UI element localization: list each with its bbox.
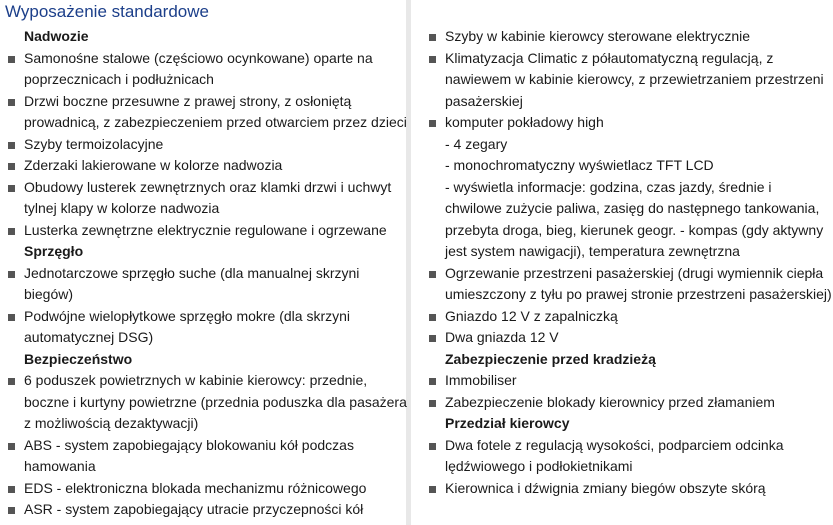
row-l5 xyxy=(24,134,404,156)
row-text: biegów) xyxy=(24,286,74,302)
left-column xyxy=(24,26,407,521)
row-l18 xyxy=(24,413,404,435)
row-text: Nadwozie xyxy=(24,28,89,44)
bullet-icon xyxy=(8,56,15,63)
row-r5 xyxy=(445,134,830,156)
row-l7 xyxy=(24,177,404,199)
row-text: Dwa gniazda 12 V xyxy=(445,329,559,345)
row-text: Gniazdo 12 V z zapalniczką xyxy=(445,307,618,324)
row-l20 xyxy=(24,456,404,478)
bullet-icon xyxy=(8,378,15,385)
row-text: - wyświetla informacje: godzina, czas jazdy, średnie i xyxy=(445,178,772,195)
row-text: Kierownica i dźwignia zmiany biegów obszyte skórą xyxy=(445,479,766,496)
row-text: poprzecznicach i podłużnicach xyxy=(24,71,214,87)
row-text: boczne i kurtyny powietrzne (przednia poduszka dla pasażera xyxy=(24,393,407,410)
row-text: chwilowe zużycie paliwa, zasięg do następnego tankowania, xyxy=(445,200,820,216)
row-text: Obudowy lusterek zewnętrznych oraz klamki drzwi i uchwyt xyxy=(24,178,392,195)
row-l12 xyxy=(24,284,404,306)
bullet-icon xyxy=(8,507,15,514)
row-text: Podwójne wielopłytkowe sprzęgło mokre (dla skrzyni xyxy=(24,307,351,324)
row-l16 xyxy=(24,370,404,392)
bullet-icon xyxy=(429,486,436,493)
row-text: Lusterka zewnętrzne elektrycznie regulowane i ogrzewane xyxy=(24,221,387,238)
row-text: Szyby termoizolacyjne xyxy=(24,135,164,152)
row-text: ABS - system zapobiegający blokowaniu kół podczas xyxy=(24,436,354,453)
row-r3 xyxy=(445,91,830,113)
row-text: Szyby w kabinie kierowcy sterowane elektrycznie xyxy=(445,28,751,44)
row-text: Bezpieczeństwo xyxy=(24,350,133,367)
right-column xyxy=(445,26,830,499)
bullet-icon xyxy=(8,228,15,235)
row-text: przebyta droga, bieg, kierunek geogr. - kompas (gdy aktywny xyxy=(445,221,824,238)
bullet-icon xyxy=(429,34,436,41)
row-l4 xyxy=(24,112,407,134)
row-text: nawiewem w kabinie kierowcy, z przewietrzaniem przestrzeni xyxy=(445,71,824,87)
row-text: Jednotarczowe sprzęgło suche (dla manualnej skrzyni xyxy=(24,264,360,281)
bullet-icon xyxy=(429,120,436,127)
row-r1 xyxy=(445,48,830,70)
row-text: umieszczony z tyłu po prawej stronie przestrzeni pasażerskiej) xyxy=(445,286,832,302)
bullet-icon xyxy=(429,56,436,63)
row-text: Zabezpieczenie przed kradzieżą xyxy=(445,350,656,367)
row-text: - 4 zegary xyxy=(445,135,508,152)
row-l17 xyxy=(24,392,407,414)
row-l6 xyxy=(24,155,404,177)
row-text: hamowania xyxy=(24,458,96,474)
row-text: pasażerskiej xyxy=(445,92,523,109)
bullet-icon xyxy=(8,486,15,493)
row-r15 xyxy=(445,349,830,371)
row-r21 xyxy=(445,478,830,500)
row-r9 xyxy=(445,220,830,242)
row-r13 xyxy=(445,306,830,328)
row-r16 xyxy=(445,370,830,392)
bullet-icon xyxy=(429,314,436,321)
row-l3 xyxy=(24,91,404,113)
row-l19 xyxy=(24,435,404,457)
row-text: EDS - elektroniczna blokada mechanizmu różnicowego xyxy=(24,479,367,496)
bullet-icon xyxy=(429,271,436,278)
row-text: lędźwiowego i podłokietnikami xyxy=(445,458,633,474)
row-r14 xyxy=(445,327,830,349)
row-text: Dwa fotele z regulacją wysokości, podparciem odcinka xyxy=(445,436,784,453)
row-text: Klimatyzacja Climatic z półautomatyczną regulacją, z xyxy=(445,49,774,66)
row-text: prowadnicą, z zabezpieczeniem przed otwarciem przez dzieci xyxy=(24,114,407,130)
row-r8 xyxy=(445,198,830,220)
row-r4 xyxy=(445,112,830,134)
row-r6 xyxy=(445,155,830,177)
row-l2 xyxy=(24,69,404,91)
row-l15 xyxy=(24,349,404,371)
row-r2 xyxy=(445,69,830,91)
row-r12 xyxy=(445,284,830,306)
row-l1 xyxy=(24,48,404,70)
row-r0 xyxy=(445,26,830,48)
bullet-icon xyxy=(8,163,15,170)
row-text: Immobiliser xyxy=(445,372,517,388)
row-text: ASR - system zapobiegający utracie przyczepności kół xyxy=(24,501,364,517)
bullet-icon xyxy=(8,443,15,450)
row-text: automatycznej DSG) xyxy=(24,329,154,345)
row-text: tylnej klapy w kolorze nadwozia xyxy=(24,200,220,216)
row-text: Zabezpieczenie blokady kierownicy przed złamaniem xyxy=(445,393,775,410)
bullet-icon xyxy=(429,400,436,407)
row-r7 xyxy=(445,177,830,199)
row-r10 xyxy=(445,241,830,263)
row-text: Sprzęgło xyxy=(24,243,84,259)
bullet-icon xyxy=(429,443,436,450)
row-l9 xyxy=(24,220,404,242)
row-l14 xyxy=(24,327,404,349)
row-l11 xyxy=(24,263,404,285)
row-r17 xyxy=(445,392,830,414)
row-r18 xyxy=(445,413,830,435)
bullet-icon xyxy=(429,335,436,342)
row-text: z możliwością dezaktywacji) xyxy=(24,415,199,431)
row-l8 xyxy=(24,198,404,220)
row-text: Drzwi boczne przesuwne z prawej strony, z osłoniętą xyxy=(24,92,352,109)
column-divider xyxy=(406,0,411,525)
row-r19 xyxy=(445,435,830,457)
row-r11 xyxy=(445,263,830,285)
row-text: komputer pokładowy high xyxy=(445,114,604,130)
row-l13 xyxy=(24,306,404,328)
bullet-icon xyxy=(8,314,15,321)
row-l22 xyxy=(24,499,404,521)
page-title: Wyposażenie standardowe xyxy=(5,2,209,21)
row-l0 xyxy=(24,26,404,48)
row-text: Samonośne stalowe (częściowo ocynkowane) oparte na xyxy=(24,49,373,66)
bullet-icon xyxy=(8,99,15,106)
bullet-icon xyxy=(8,271,15,278)
bullet-icon xyxy=(8,185,15,192)
row-r20 xyxy=(445,456,830,478)
row-l21 xyxy=(24,478,404,500)
bullet-icon xyxy=(429,378,436,385)
row-text: jest system nawigacji), temperatura zewnętrzna xyxy=(445,243,740,259)
bullet-icon xyxy=(8,142,15,149)
row-text: Przedział kierowcy xyxy=(445,415,570,431)
row-text: Ogrzewanie przestrzeni pasażerskiej (drugi wymiennik ciepła xyxy=(445,264,824,281)
row-text: - monochromatyczny wyświetlacz TFT LCD xyxy=(445,157,714,173)
row-text: 6 poduszek powietrznych w kabinie kierowcy: przednie, xyxy=(24,372,368,388)
row-l10 xyxy=(24,241,404,263)
row-text: Zderzaki lakierowane w kolorze nadwozia xyxy=(24,157,283,173)
